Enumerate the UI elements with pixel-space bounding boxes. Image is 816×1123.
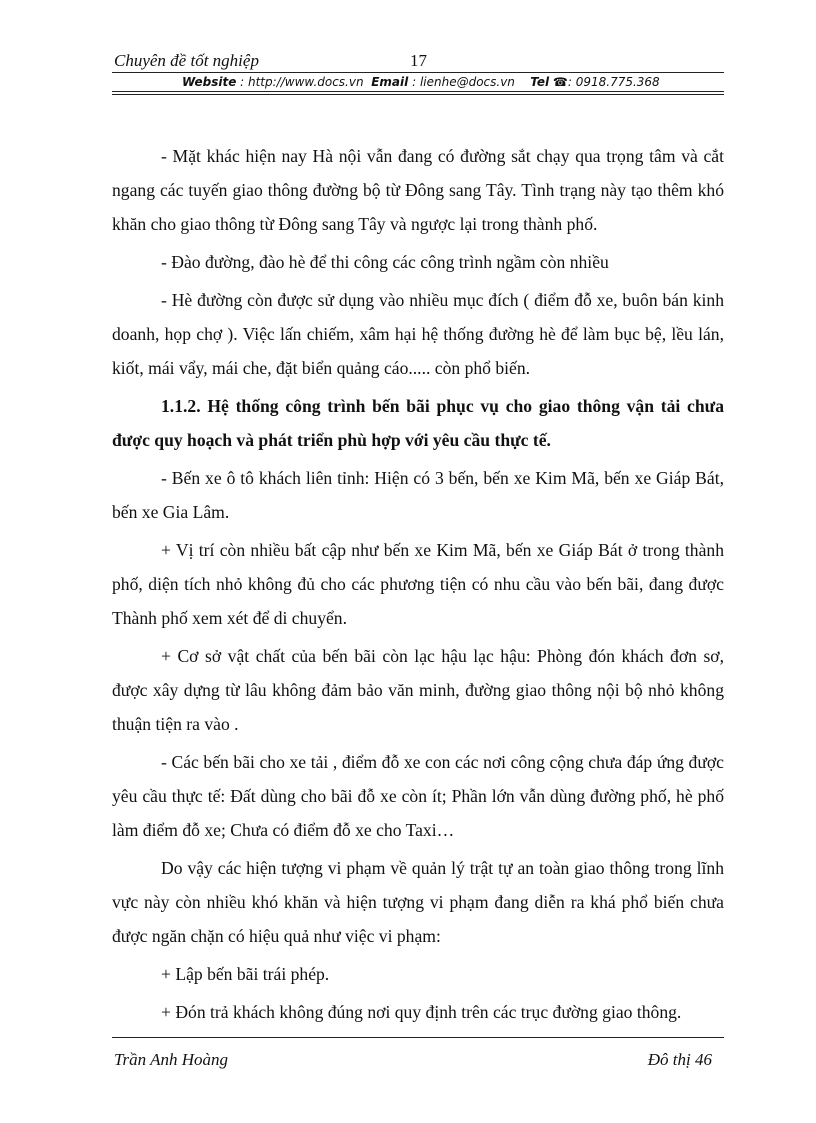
website-label: Website bbox=[182, 75, 237, 89]
course-name: Đô thị 46 bbox=[647, 1050, 712, 1069]
document-body bbox=[112, 139, 724, 1029]
page-header bbox=[112, 48, 724, 100]
paragraph: + Lập bến bãi trái phép. bbox=[161, 964, 330, 984]
header-rule-double-bottom bbox=[112, 94, 724, 95]
tel-value: : 0918.775.368 bbox=[567, 75, 660, 89]
footer-rule bbox=[112, 1037, 724, 1038]
paragraph: - Mặt khác hiện nay Hà nội vẫn đang có đường sắt chạy qua trọng tâm và cắt ngang các tuyến giao thông đường bộ từ Đông sang Tây. Tình trạng này tạo thêm khó khăn cho giao thông từ Đông sang Tây và ngược lại trong thành phố. bbox=[112, 146, 724, 234]
header-rule bbox=[112, 72, 724, 73]
contact-line bbox=[182, 75, 660, 89]
paragraph: - Bến xe ô tô khách liên tỉnh: Hiện có 3 bến, bến xe Kim Mã, bến xe Giáp Bát, bến xe Gia Lâm. bbox=[112, 468, 724, 522]
paragraph: + Vị trí còn nhiều bất cập như bến xe Kim Mã, bến xe Giáp Bát ở trong thành phố, diện tích nhỏ không đủ cho các phương tiện có nhu cầu vào bến bãi, đang được Thành phố xem xét để di chuyển. bbox=[112, 540, 724, 628]
paragraph: + Đón trả khách không đúng nơi quy định trên các trục đường giao thông. bbox=[161, 1002, 682, 1022]
paragraph: - Hè đường còn được sử dụng vào nhiều mục đích ( điểm đỗ xe, buôn bán kinh doanh, họp chợ ). Việc lấn chiếm, xâm hại hệ thống đường hè để làm bục bệ, lều lán, kiốt, mái vẩy, mái che, đặt biển quảng cáo..... còn phổ biến. bbox=[112, 290, 724, 378]
paragraph: - Đào đường, đào hè để thi công các công trình ngầm còn nhiều bbox=[161, 252, 609, 272]
website-value: : http://www.docs.vn bbox=[236, 75, 364, 89]
paragraph: - Các bến bãi cho xe tải , điểm đỗ xe con các nơi công cộng chưa đáp ứng được yêu cầu thực tế: Đất dùng cho bãi đỗ xe còn ít; Phần lớn vẫn dùng đường phố, hè phố làm điểm đỗ xe; Chưa có điểm đỗ xe cho Taxi… bbox=[112, 752, 724, 840]
author-name: Trần Anh Hoàng bbox=[114, 1050, 228, 1069]
paragraph: + Cơ sở vật chất của bến bãi còn lạc hậu lạc hậu: Phòng đón khách đơn sơ, được xây dựng từ lâu không đảm bảo văn minh, đường giao thông nội bộ nhỏ không thuận tiện ra vào . bbox=[112, 646, 724, 734]
email-value: : lienhe@docs.vn bbox=[408, 75, 515, 89]
document-title: Chuyên đề tốt nghiệp bbox=[114, 51, 259, 70]
page-number: 17 bbox=[410, 51, 427, 70]
paragraph: Do vậy các hiện tượng vi phạm về quản lý trật tự an toàn giao thông trong lĩnh vực này còn nhiều khó khăn và hiện tượng vi phạm đang diễn ra khá phổ biến chưa được ngăn chặn có hiệu quả như việc vi phạm: bbox=[112, 858, 724, 946]
header-rule-double-top bbox=[112, 91, 724, 92]
phone-icon: ☎ bbox=[552, 75, 568, 89]
tel-label: Tel bbox=[530, 75, 550, 89]
page-footer bbox=[112, 1037, 724, 1077]
email-label: Email bbox=[371, 75, 409, 89]
section-heading: 1.1.2. Hệ thống công trình bến bãi phục vụ cho giao thông vận tải chưa được quy hoạch và phát triển phù hợp với yêu cầu thực tế. bbox=[112, 396, 724, 450]
